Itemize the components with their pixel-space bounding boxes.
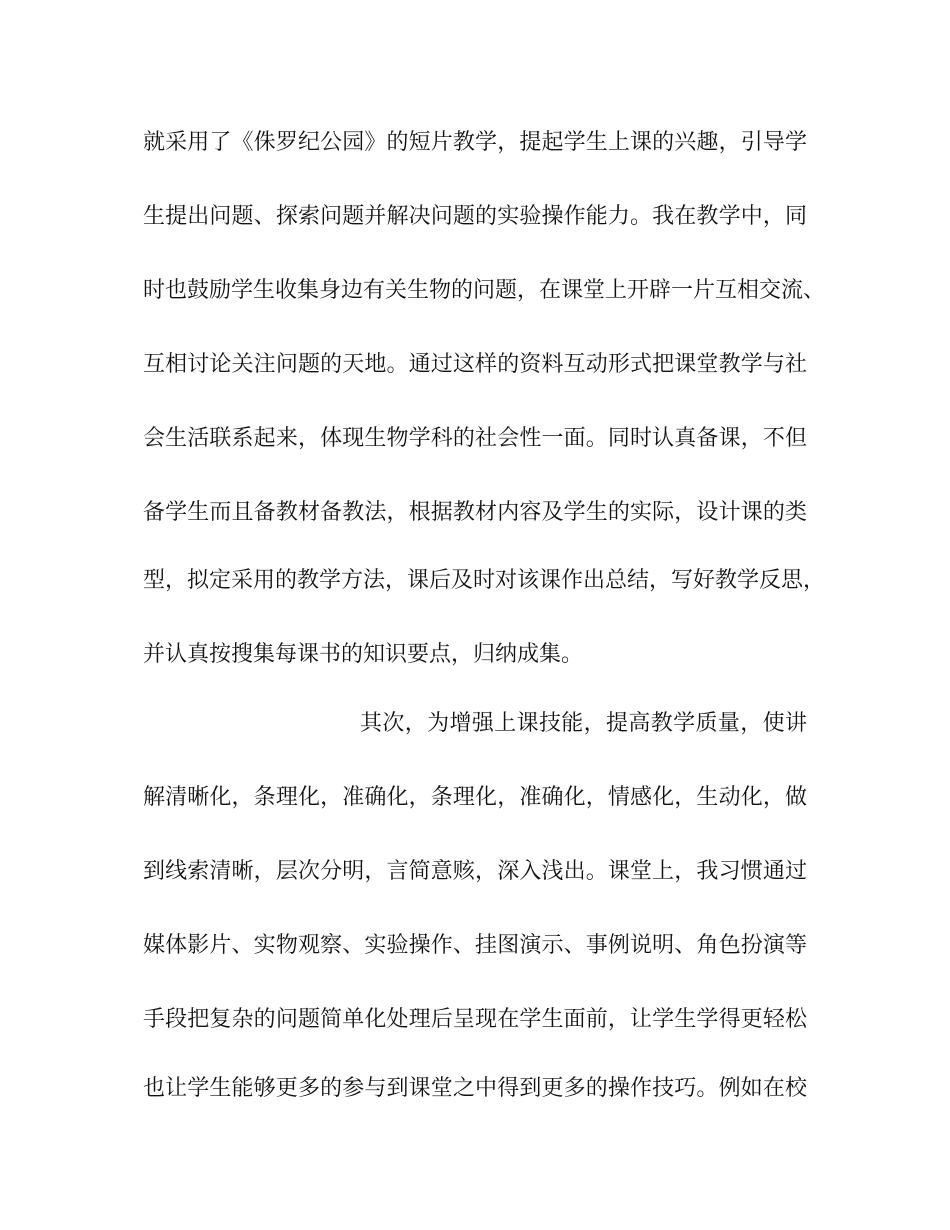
paragraph-end-line: 并认真按搜集每课书的知识要点，归纳成集。 bbox=[143, 642, 584, 667]
body-text-line: 解清晰化，条理化，准确化，条理化，准确化，情感化，生动化，做 bbox=[143, 785, 807, 810]
body-text-line: 型，拟定采用的教学方法，课后及时对该课作出总结，写好教学反思， bbox=[143, 568, 826, 593]
indented-paragraph-start: 其次，为增强上课技能，提高教学质量，使讲 bbox=[360, 711, 807, 736]
body-text-line: 到线索清晰，层次分明，言简意赅，深入浅出。课堂上，我习惯通过 bbox=[143, 859, 807, 884]
body-text-line: 互相讨论关注问题的天地。通过这样的资料互动形式把课堂教学与社 bbox=[143, 352, 807, 377]
body-text-line: 也让学生能够更多的参与到课堂之中得到更多的操作技巧。例如在校 bbox=[143, 1076, 807, 1101]
body-text-line: 时也鼓励学生收集身边有关生物的问题，在课堂上开辟一片互相交流、 bbox=[143, 278, 826, 303]
body-text-line: 手段把复杂的问题简单化处理后呈现在学生面前，让学生学得更轻松 bbox=[143, 1007, 807, 1032]
body-text-line: 生提出问题、探索问题并解决问题的实验操作能力。我在教学中，同 bbox=[143, 204, 807, 229]
body-text-line: 就采用了《侏罗纪公园》的短片教学，提起学生上课的兴趣，引导学 bbox=[143, 130, 807, 155]
body-text-line: 会生活联系起来，体现生物学科的社会性一面。同时认真备课，不但 bbox=[143, 426, 807, 451]
body-text-line: 备学生而且备教材备教法，根据教材内容及学生的实际，设计课的类 bbox=[143, 500, 807, 525]
body-text-line: 媒体影片、实物观察、实验操作、挂图演示、事例说明、角色扮演等 bbox=[143, 933, 807, 958]
